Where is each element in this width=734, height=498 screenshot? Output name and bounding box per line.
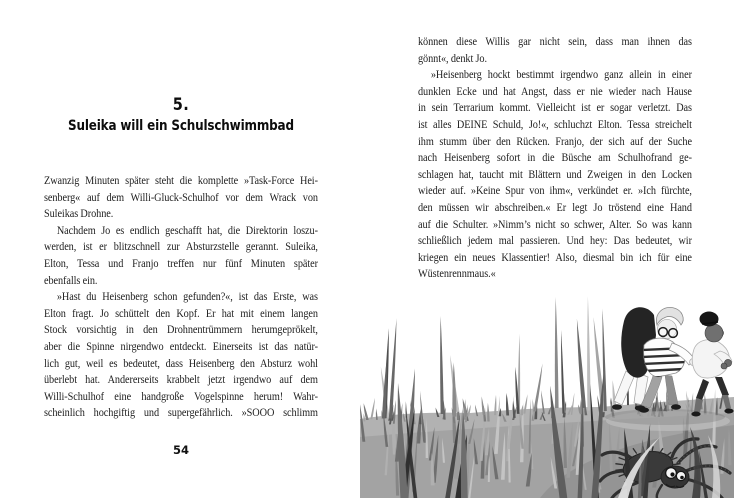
text-line: schlagen hat, taucht mit Blättern und Zweigen in den Locken [418, 166, 692, 181]
text-line: Nachdem Jo es endlich geschafft hat, die Direktorin loszu- [56, 222, 318, 237]
text-line: senberg« auf dem Willi-Gluck-Schulhof vor dem Wrack von [44, 189, 318, 204]
text-line: lich gut, weil es bedeutet, dass Heisenberg den Absturz wohl [44, 355, 318, 370]
text-line: ebenfalls ein. [44, 272, 98, 287]
left-page-text [44, 172, 318, 421]
text-line: dunklen Ecke und hat Angst, dass er nie wieder nach Hause [418, 83, 692, 98]
shoe [612, 404, 622, 410]
spider-eye-left [666, 468, 677, 479]
text-line: Willi-Schulhof eine handgroße Vogelspinne herum! Wahr- [44, 388, 318, 403]
text-line: Zwanzig Minuten später steht die komplette »Task-Force Hei- [44, 173, 318, 187]
text-line: den müssen wir abschreiben.« Er legt Jo tröstend eine Hand [418, 199, 692, 214]
text-line: Suleikas Drohne. [44, 206, 114, 221]
text-line: schließlich jedem mal passieren. Und hey: Das bedeutet, wir [418, 233, 692, 248]
face [705, 324, 723, 342]
right-page [418, 33, 692, 282]
children-shadow [605, 409, 725, 425]
chapter-title: Suleika will ein Schulschwimmbad [68, 118, 294, 134]
text-line: in sein Terrarium kommt. Vielleicht ist er sogar verletzt. Das [418, 100, 692, 115]
glasses-lens [659, 328, 668, 337]
chapter-number: 5. [172, 95, 190, 115]
text-line: wieder auf. »Keine Spur von ihm«, verkündet er. »Ich fürchte, [418, 183, 692, 198]
text-line: kriegen ein neues Klassentier! Also, diesmal bin ich für eine [418, 249, 692, 264]
text-line: Wüstenrennmaus.« [418, 266, 496, 281]
shoe [724, 409, 733, 414]
text-line: gönnt«, denkt Jo. [418, 50, 487, 65]
page-number: 54 [172, 443, 189, 457]
text-line: scheinlich hochgiftig und supergefährlich. »SOOO schlimm [44, 405, 318, 420]
shoe [671, 404, 681, 409]
chapter-heading [44, 96, 318, 135]
text-line: überlebt hat. Andererseits krabbelt jetzt irgendwo auf dem [44, 372, 318, 387]
shoe [691, 412, 700, 417]
text-line: auf die Schulter. »Nimm’s nicht so schwer, Alter. So was kann [418, 216, 692, 231]
right-page-text [418, 33, 692, 282]
text-line: ist alles DEINE Schuld, Jo!«, schluchzt Elton. Tessa streichelt [418, 116, 692, 131]
text-line: werden, ist er blitzschnell zur Absturzstelle gerannt. Suleika, [44, 239, 318, 254]
glasses-lens [669, 329, 678, 338]
text-line: können diese Willis gar nicht sein, dass man ihnen das [418, 34, 692, 48]
text-line: nach Heisenberg sofort in die Büsche am Schulhofrand ge- [418, 150, 692, 165]
text-line: Elton fragt. Jo schüttelt den Kopf. Er hat mit einem langen [44, 305, 318, 320]
hand [721, 363, 727, 369]
text-line: Stock vorsichtig in den Drohnentrümmern herumgeprökelt, [44, 322, 318, 337]
text-line: Elton, Tessa und Franjo treffen nur fünf Minuten später [44, 255, 318, 270]
grass-illustration [360, 295, 734, 498]
text-line: »Heisenberg hockt bestimmt irgendwo ganz allein in einer [430, 67, 692, 82]
text-line: aber die Spinne nirgendwo entdeckt. Einerseits ist das natür- [44, 338, 318, 353]
text-line: »Hast du Heisenberg schon gefunden?«, ist das Erste, was [56, 289, 318, 304]
left-page [44, 96, 318, 421]
shoe [639, 407, 649, 412]
spider-eye-right [676, 471, 685, 480]
text-line: ihm stumm über den Rücken. Franjo, der sich auf der Suche [418, 133, 692, 148]
